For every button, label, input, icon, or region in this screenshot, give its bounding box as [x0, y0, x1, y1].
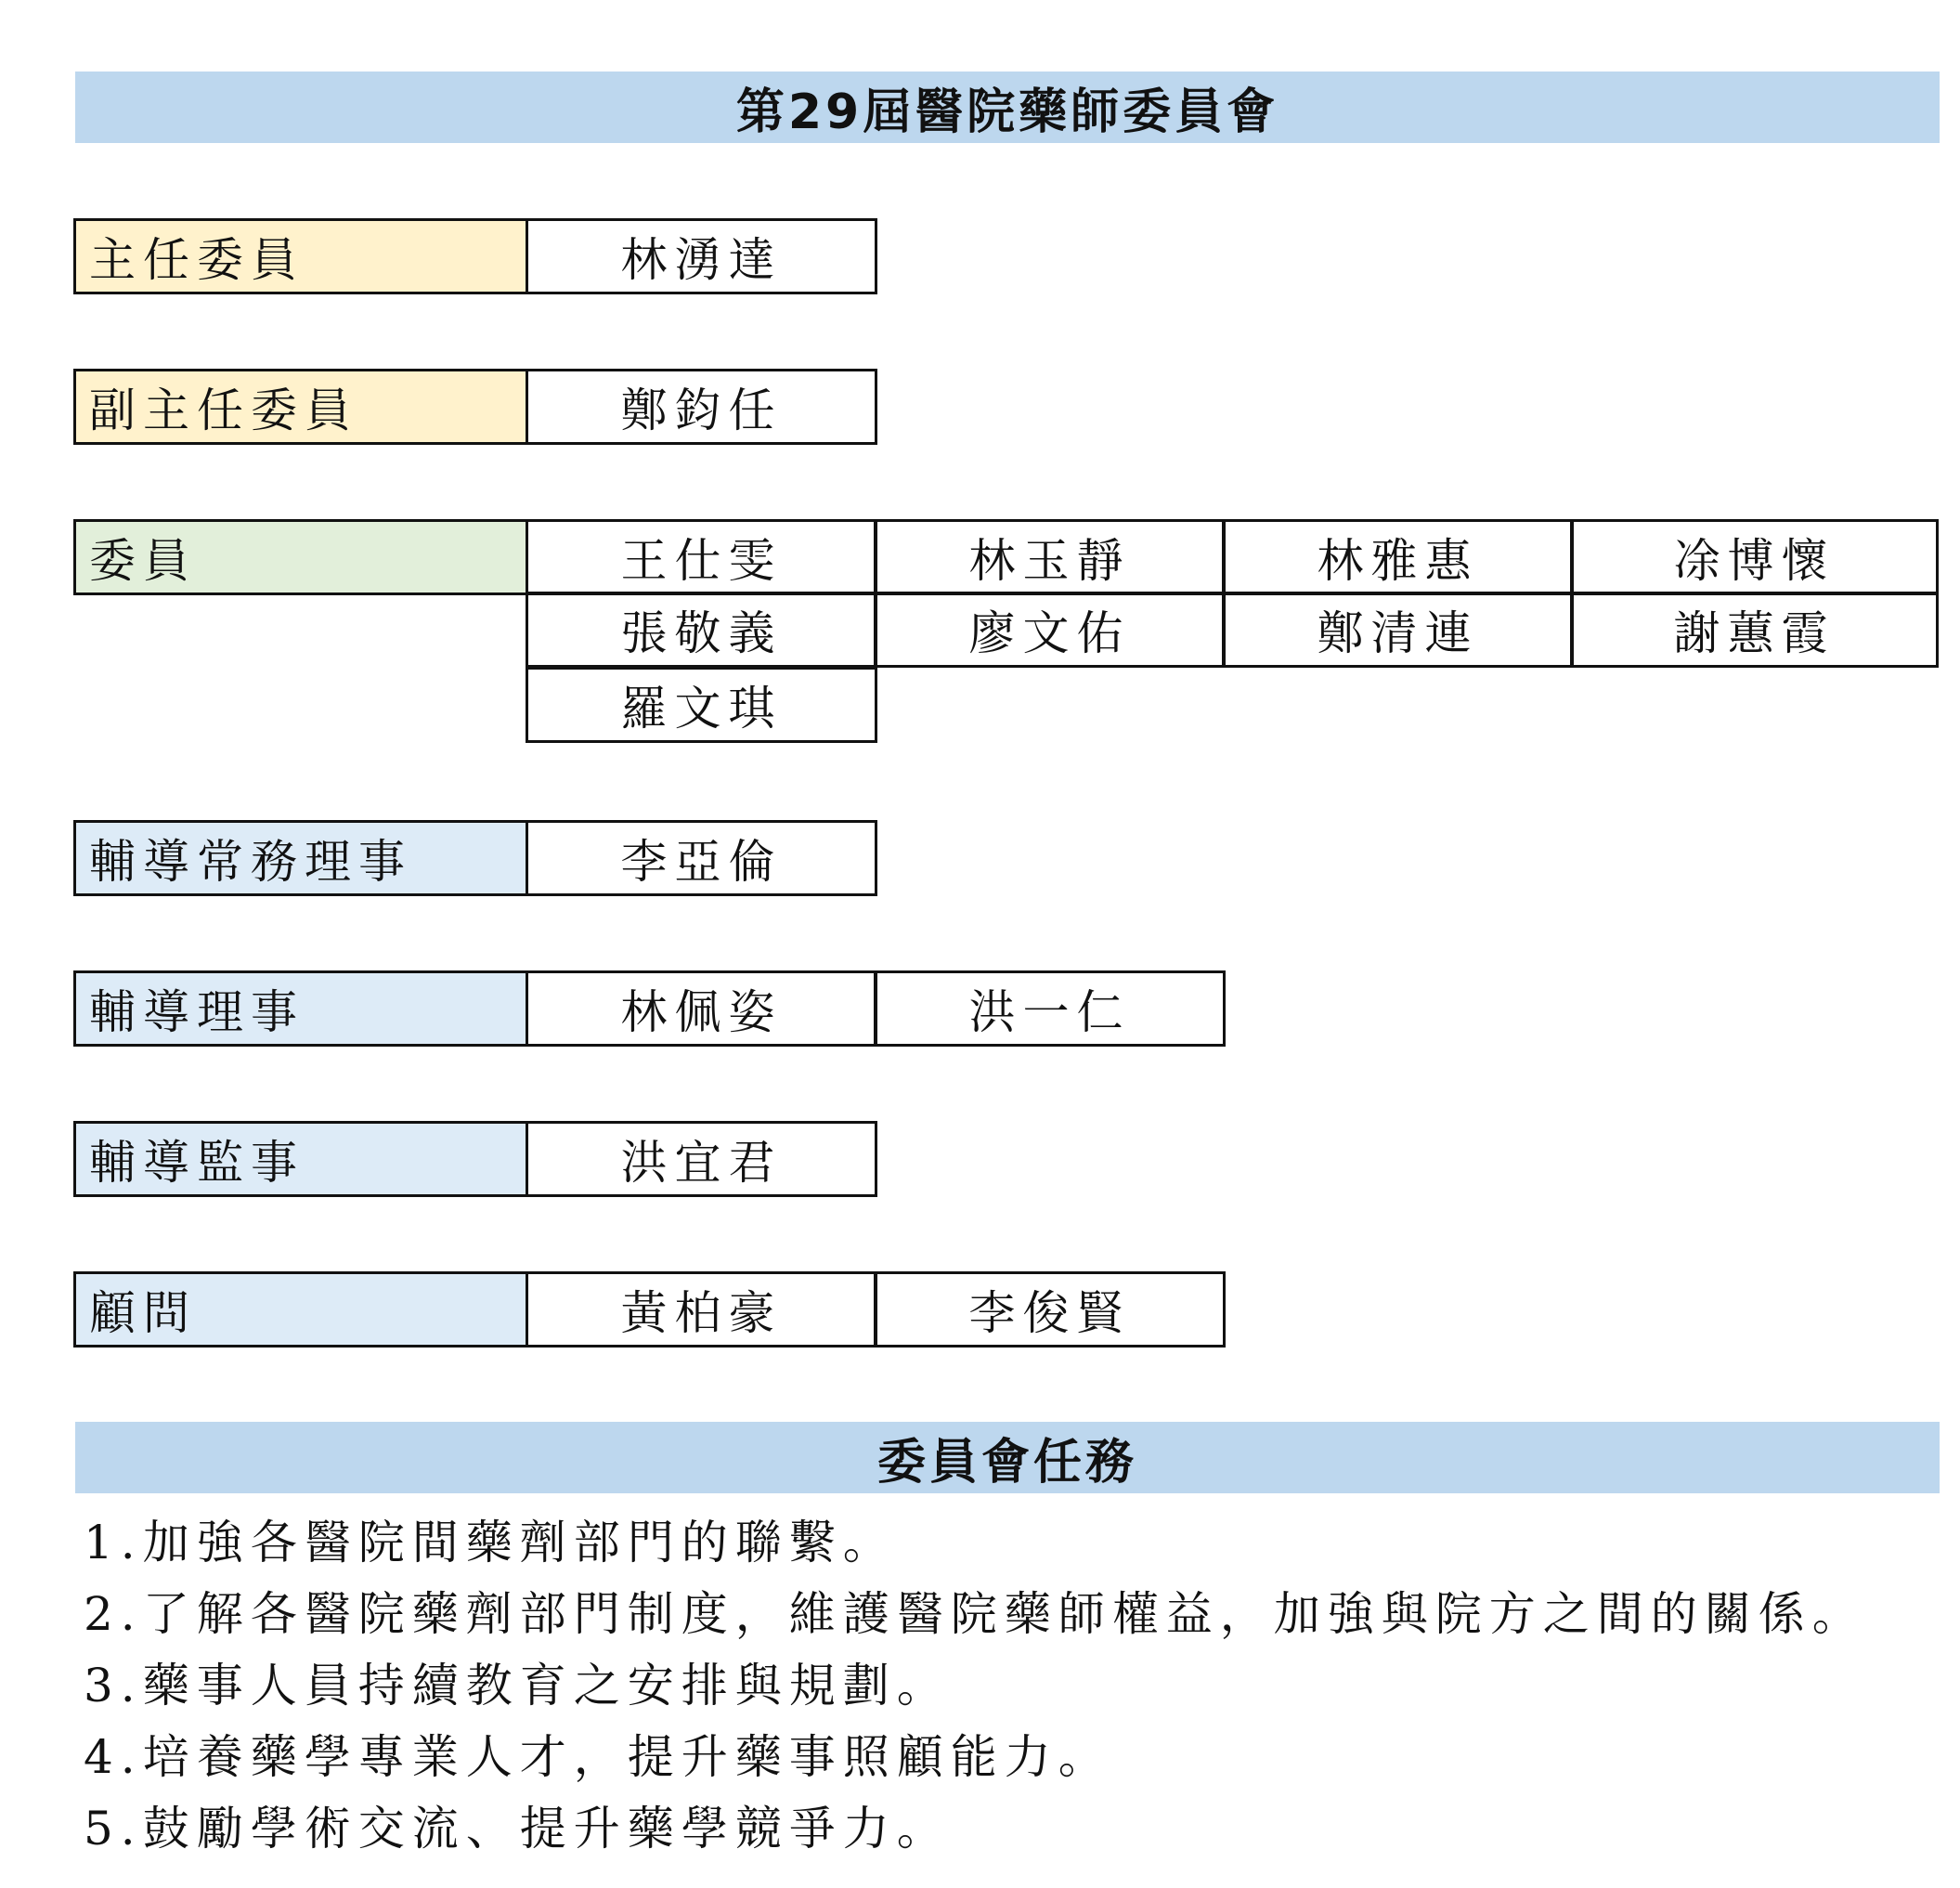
page-title: 第29屆醫院藥師委員會: [75, 72, 1940, 143]
member-name: 王仕雯: [526, 519, 877, 595]
advisory-director-label: 輔導理事: [73, 970, 528, 1047]
advisory-supervisor-label: 輔導監事: [73, 1121, 528, 1197]
consultant-name: 黃柏豪: [526, 1271, 877, 1348]
task-item: 5.鼓勵學術交流、提升藥學競爭力。: [84, 1801, 951, 1855]
advisory-director-name: 洪一仁: [874, 970, 1226, 1047]
vice-chair-name: 鄭鈞任: [526, 369, 877, 445]
advisory-supervisor-name: 洪宜君: [526, 1121, 877, 1197]
task-item: 3.藥事人員持續教育之安排與規劃。: [84, 1658, 951, 1712]
consultant-label: 顧問: [73, 1271, 528, 1348]
member-name: 羅文琪: [526, 667, 877, 743]
tasks-heading: 委員會任務: [75, 1422, 1940, 1493]
member-name: 凃博懷: [1570, 519, 1939, 595]
advisory-managing-director-name: 李亞倫: [526, 820, 877, 896]
task-list: [84, 1503, 1866, 1860]
member-name: 謝蕙霞: [1570, 592, 1939, 668]
member-name: 林玉靜: [874, 519, 1226, 595]
members-label: 委員: [73, 519, 528, 595]
consultant-name: 李俊賢: [874, 1271, 1226, 1348]
task-item: 1.加強各醫院間藥劑部門的聯繫。: [84, 1515, 897, 1569]
member-name: 廖文佑: [874, 592, 1226, 668]
task-item: 4.培養藥學專業人才，提升藥事照顧能力。: [84, 1729, 1112, 1784]
member-name: 林雅惠: [1222, 519, 1574, 595]
member-name: 鄭清連: [1222, 592, 1574, 668]
task-item: 2.了解各醫院藥劑部門制度，維護醫院藥師權益，加強與院方之間的關係。: [84, 1586, 1866, 1641]
advisory-director-name: 林佩姿: [526, 970, 877, 1047]
advisory-managing-director-label: 輔導常務理事: [73, 820, 528, 896]
chair-label: 主任委員: [73, 218, 528, 294]
vice-chair-label: 副主任委員: [73, 369, 528, 445]
chair-name: 林湧達: [526, 218, 877, 294]
member-name: 張敬義: [526, 592, 877, 668]
